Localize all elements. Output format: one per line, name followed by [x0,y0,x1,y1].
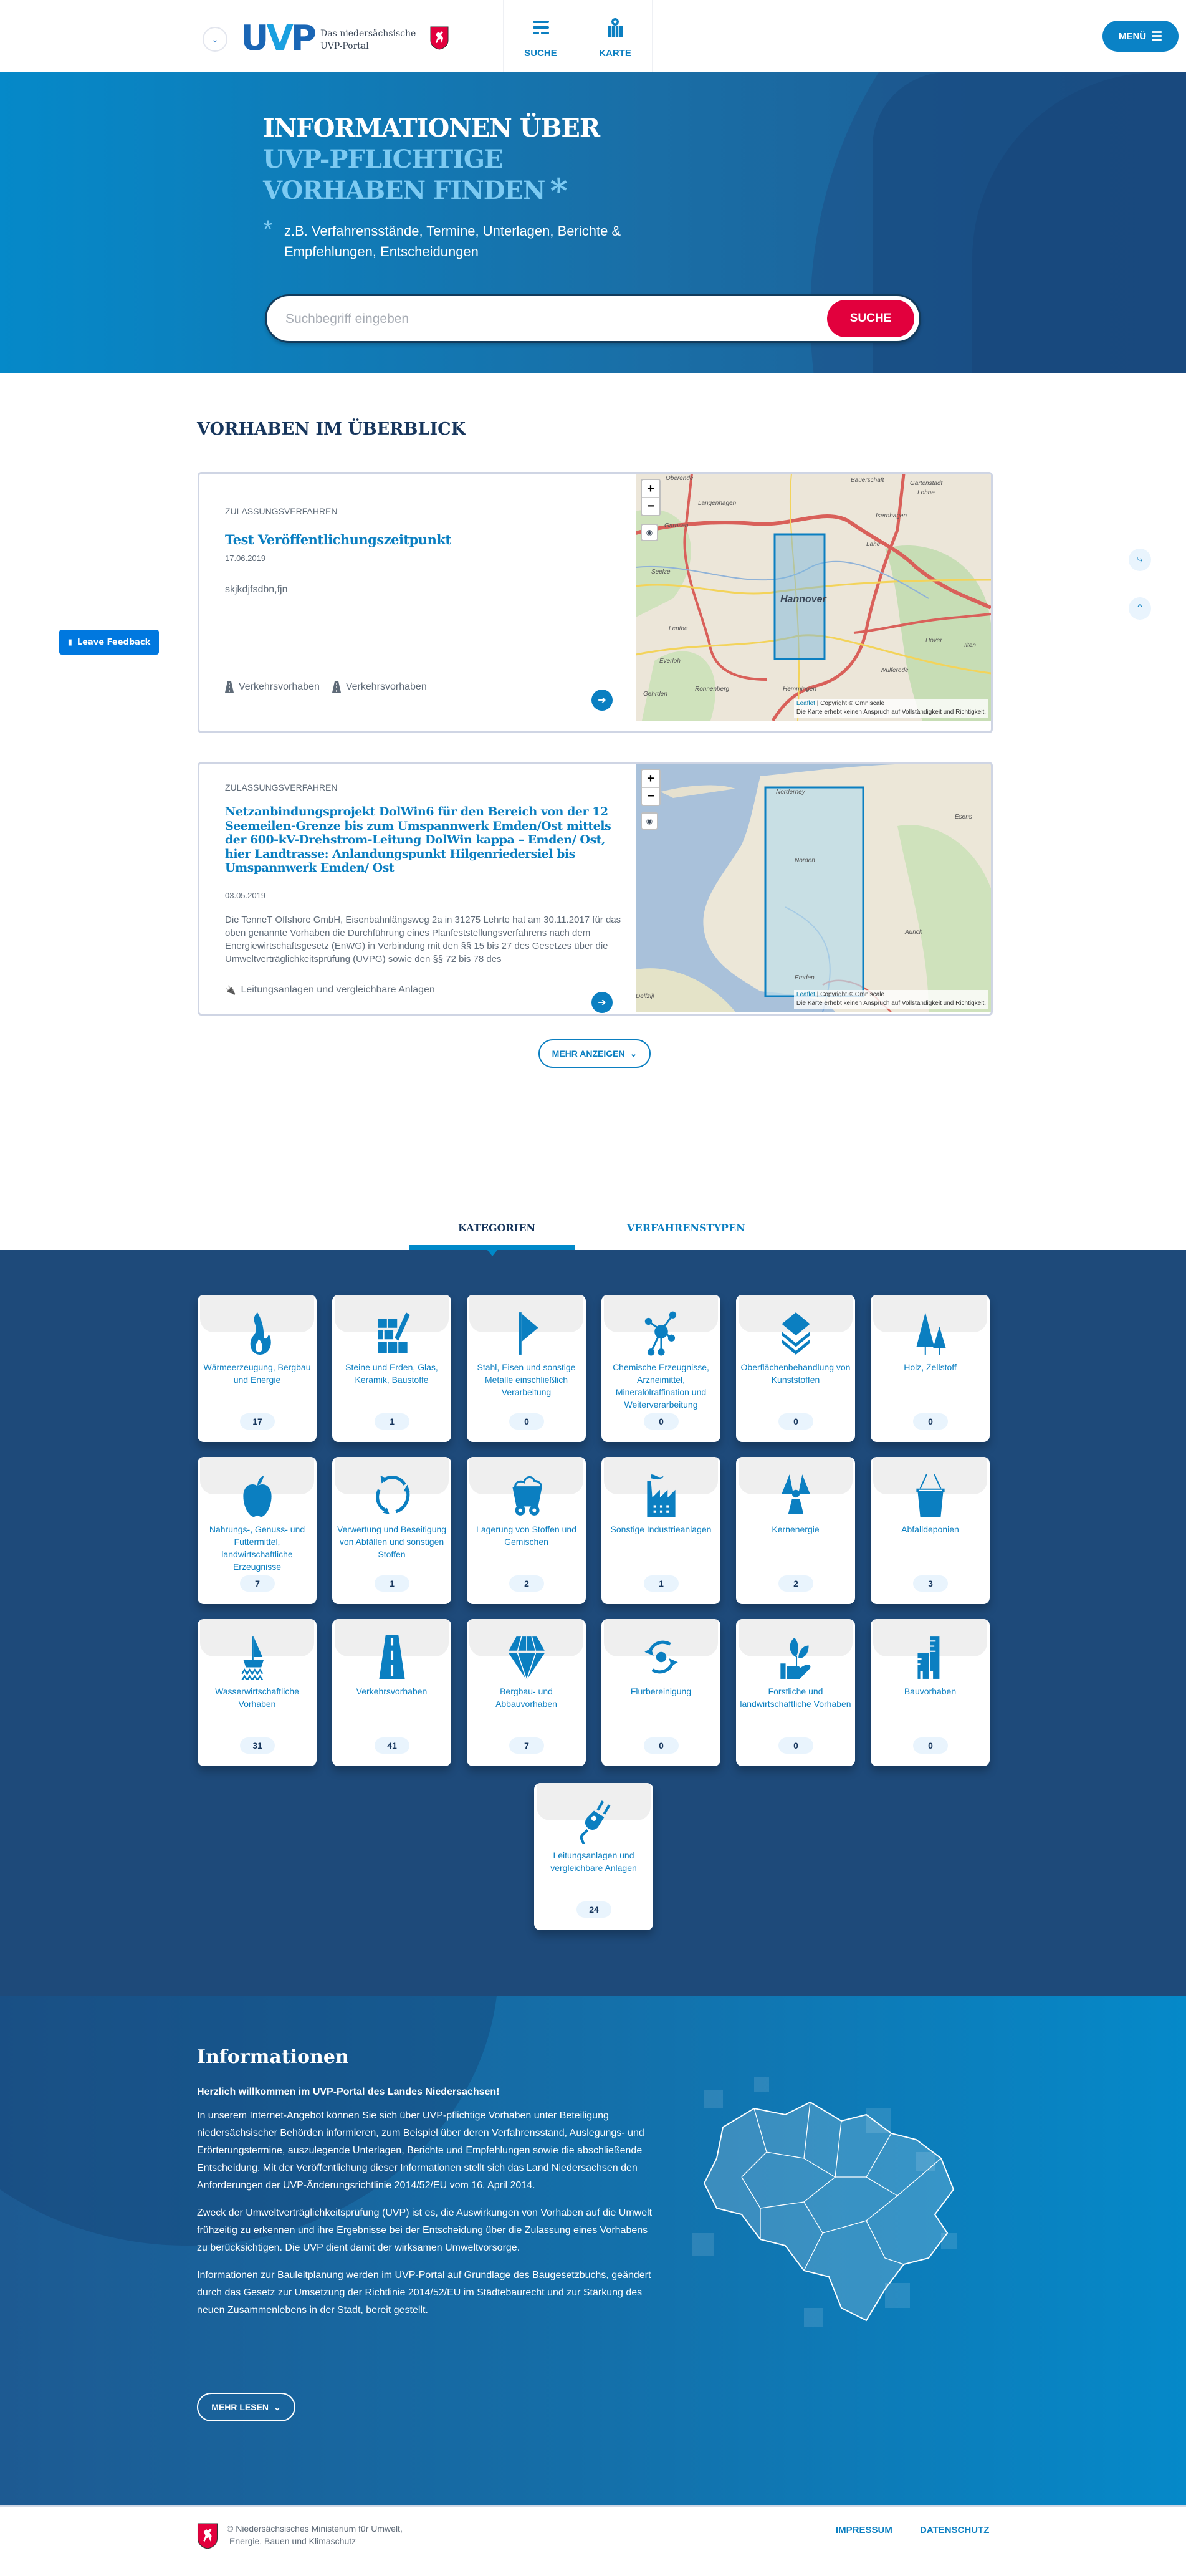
project-card[interactable] [198,472,993,733]
apple-icon [238,1472,277,1518]
collapse-toggle-button[interactable] [203,27,227,52]
attribution-text: | Copyright © Omniscale [815,991,885,998]
category-card[interactable] [332,1619,451,1766]
map-place-label: Langenhagen [698,500,737,507]
map-place-label: Gartenstadt [910,480,943,487]
niedersachsen-map-graphic [679,2071,978,2345]
map-place-label: Lohne [917,489,935,496]
category-count-badge: 1 [644,1575,679,1592]
portal-subtitle-line2: UVP-Portal [320,41,369,51]
category-label: Bergbau- und Abbauvorhaben [495,1686,557,1709]
category-count-badge: 0 [913,1413,948,1430]
category-label: Flurbereinigung [630,1686,692,1696]
category-card[interactable] [332,1295,451,1442]
plant-hand-icon [777,1634,815,1680]
logo-letter: P [290,18,314,59]
read-more-button[interactable] [197,2393,295,2421]
search-button[interactable]: SUCHE [827,300,914,337]
category-count-badge: 31 [240,1737,275,1754]
info-title: Informationen [197,2046,349,2068]
list-icon [532,18,550,37]
footer-copyright [227,2522,403,2547]
category-label: Chemische Erzeugnisse, Arzneimittel, Mineralölraffination und Weiterverarbeitung [613,1362,709,1410]
open-project-button[interactable] [591,992,613,1013]
fullscreen-button[interactable] [641,524,658,541]
share-icon: ⤷ [1137,554,1143,565]
portal-subtitle-line1: Das niedersächsische [320,29,416,39]
category-count-badge: 2 [509,1575,544,1592]
project-date: 03.05.2019 [225,891,266,900]
read-more-label: MEHR LESEN [211,2402,269,2412]
map-place-label: Bauerschaft [851,477,884,484]
zoom-out-button[interactable]: − [642,497,659,515]
datenschutz-link[interactable]: DATENSCHUTZ [920,2525,990,2535]
category-count-badge: 7 [240,1575,275,1592]
category-label: Steine und Erden, Glas, Keramik, Baustoffe [345,1362,438,1385]
info-paragraph: In unserem Internet-Angebot können Sie sich über UVP-pflichtige Vorhaben unter Beteiligung niedersächsischer Behörden informieren, zum Beispiel über deren Verfahrensstand, Auslegungs- und Erörterungstermine, auszulegende Unterlagen, Berichte und Empfehlungen sowie die abschließende Entscheidung. Mit der Veröffentlichung dieser Informationen stellt sich das Land Niedersachsen den Anforderungen der UVP-Änderungsrichtlinie 2014/52/EU vom 16. April 2014. [197,2110,644,2191]
category-label: Nahrungs-, Genuss- und Futtermittel, landwirtschaftliche Erzeugnisse [209,1524,305,1572]
active-tab-indicator [409,1245,575,1250]
hamburger-icon: ☰ [1151,29,1163,44]
map-place-label: Aurich [905,929,923,936]
hero-subtitle [263,216,662,262]
footer-divider [0,2505,1186,2507]
hero-title [263,113,600,211]
tab-verfahrenstypen[interactable]: VERFAHRENSTYPEN [627,1222,745,1234]
map-zoom-control [641,479,661,516]
info-section [0,1996,1186,2505]
category-card[interactable] [871,1619,990,1766]
category-label: Verwertung und Beseitigung von Abfällen und sonstigen Stoffen [337,1524,447,1559]
category-count-badge: 0 [509,1413,544,1430]
bucket-icon [911,1472,950,1518]
map-place-label: Hannover [780,594,826,605]
factory-icon [642,1472,681,1518]
buildings-icon [911,1634,950,1680]
map-place-label: Lenthe [669,625,688,632]
category-card[interactable] [871,1457,990,1604]
search-bar [265,294,921,343]
active-tab-pointer [487,1250,497,1256]
category-count-badge: 0 [644,1737,679,1754]
category-label: Lagerung von Stoffen und Gemischen [476,1524,576,1547]
portal-subtitle [320,27,416,52]
category-tag [225,984,435,996]
radiation-icon [777,1472,815,1518]
arrow-right-icon: ➔ [598,695,606,706]
info-paragraph: Informationen zur Bauleitplanung werden im UVP-Portal auf Grundlage des Baugesetzbuchs, geändert durch das Gesetz zur Umsetzung der Richtlinie 2014/52/EU im Städtebaurecht und zur Stärkung des neuen Zusammenlebens in der Stadt, bereit gestellt. [197,2270,651,2315]
copyright-line2: Energie, Bauen und Klimaschutz [229,2536,356,2546]
category-label: Abfalldeponien [901,1524,959,1534]
zoom-out-button[interactable]: − [642,787,659,805]
map-place-label: Lahe [866,541,881,548]
map-place-label: Everloh [659,658,681,665]
road-icon [373,1634,411,1680]
category-count-badge: 0 [644,1413,679,1430]
menu-label: MENÜ [1118,31,1147,42]
category-label: Forstliche und landwirtschaftliche Vorhaben [740,1686,851,1709]
info-paragraph: Zweck der Umweltverträglichkeitsprüfung (UVP) ist es, die Auswirkungen von Vorhaben auf die Umwelt frühzeitig zu erkennen und ihre Ergebnisse bei der Entscheidung über die Zulassung eines Vorhabens zu berücksichtigen. Die UVP dient damit der wirksamen Umweltvorsorge. [197,2208,653,2253]
category-card[interactable] [601,1457,720,1604]
category-count-badge: 0 [778,1413,813,1430]
road-icon [225,681,234,693]
trees-icon [911,1310,950,1356]
tab-kategorien[interactable]: KATEGORIEN [458,1222,536,1234]
molecule-icon [642,1310,681,1356]
category-tag-label: Verkehrsvorhaben [345,681,427,692]
category-card[interactable] [332,1457,451,1604]
flame-icon [238,1310,277,1356]
niedersachsen-crest-icon [430,26,449,50]
show-more-label: MEHR ANZEIGEN [552,1049,625,1059]
map-place-label: Delfzijl [636,993,654,1000]
category-tag-label: Leitungsanlagen und vergleichbare Anlagen [241,984,435,995]
category-count-badge: 17 [240,1413,275,1430]
category-card[interactable] [534,1783,653,1930]
category-label: Sonstige Industrieanlagen [610,1524,712,1534]
category-count-badge: 0 [778,1737,813,1754]
info-text [197,2083,658,2329]
category-label: Leitungsanlagen und vergleichbare Anlagen [550,1850,637,1873]
fullscreen-icon: ◉ [646,817,653,825]
map-zoom-control [641,769,661,806]
category-label: Verkehrsvorhaben [356,1686,428,1696]
category-count-badge: 0 [913,1737,948,1754]
category-label: Wasserwirtschaftliche Vorhaben [215,1686,299,1709]
road-icon [332,681,341,693]
map-place-label: Hemmingen [783,686,816,693]
map-place-label: Garbsen [664,522,689,529]
logo-letter: V [266,18,291,59]
hero-title-line2: UVP-PFLICHTIGE [263,145,503,174]
fullscreen-button[interactable] [641,812,658,830]
map-disclaimer: Die Karte erhebt keinen Anspruch auf Vollständigkeit und Richtigkeit. [796,709,986,716]
diamond-icon [507,1634,546,1680]
map-place-label: Seelze [651,569,671,575]
chevron-up-icon: ⌃ [1136,603,1144,614]
map-pin-icon [606,17,624,37]
hero-section [0,72,1186,373]
site-header [0,0,1186,72]
map-attribution [794,699,988,718]
mine-cart-icon [507,1472,546,1518]
category-label: Wärmeerzeugung, Bergbau und Energie [203,1362,311,1385]
category-count-badge: 7 [509,1737,544,1754]
category-card[interactable] [736,1295,855,1442]
category-card[interactable] [601,1619,720,1766]
category-label: Bauvorhaben [904,1686,957,1696]
category-card[interactable] [198,1295,317,1442]
category-card[interactable] [467,1457,586,1604]
info-welcome: Herzlich willkommen im UVP-Portal des Landes Niedersachsen! [197,2087,500,2097]
category-card[interactable] [871,1295,990,1442]
procedure-type: ZULASSUNGSVERFAHREN [225,506,338,516]
zoom-in-button[interactable]: + [647,771,654,786]
cycle-icon [642,1634,681,1680]
category-count-badge: 2 [778,1575,813,1592]
project-map[interactable] [636,764,991,1010]
map-place-label: Ronnenberg [695,686,730,693]
feedback-label: Leave Feedback [77,637,151,647]
project-description: skjkdjfsdbn,fjn [225,584,288,595]
category-card[interactable] [736,1457,855,1604]
category-count-badge: 1 [375,1575,409,1592]
asterisk-icon: * [550,171,567,211]
arrow-right-icon: ➔ [598,997,606,1008]
project-description: Die TenneT Offshore GmbH, Eisenbahnlängsweg 2a in 31275 Lehrte hat am 30.11.2017 für das oben genannte Vorhaben die Durchführung eines Planfeststellungsverfahrens nach dem Energiewirtschaftsgesetz (EnWG) in Verbindung mit den §§ 15 bis 27 des Gesetzes über die Umweltverträglichkeitsprüfung (UVPG) sowie den §§ 72 bis 78 des [225,915,621,964]
category-tag [332,681,427,693]
hero-subtitle-text: z.B. Verfahrensstände, Termine, Unterlagen, Berichte & Empfehlungen, Entscheidungen [284,223,621,259]
procedure-type: ZULASSUNGSVERFAHREN [225,782,338,792]
plug-icon [575,1798,613,1844]
category-label: Oberflächenbehandlung von Kunststoffen [740,1362,851,1385]
plug-icon: 🔌 [225,984,236,995]
share-button[interactable] [1129,549,1151,571]
categories-panel [0,1250,1186,1996]
map-place-label: Isernhagen [876,512,907,519]
leaflet-link[interactable]: Leaflet [796,991,815,998]
section-title: VORHABEN IM ÜBERBLICK [197,420,466,439]
search-input[interactable] [285,309,846,330]
map-place-label: Esens [955,814,972,820]
brick-wall-icon [373,1310,411,1356]
chevron-down-icon: ⌄ [211,34,219,44]
map-place-label: Norden [795,857,815,864]
nav-karte[interactable] [578,0,653,72]
category-card[interactable] [467,1295,586,1442]
category-tag [225,681,320,693]
category-tag-label: Verkehrsvorhaben [239,681,320,692]
uvp-logo[interactable] [241,18,314,59]
niedersachsen-crest-icon [197,2523,218,2549]
category-count-badge: 1 [375,1413,409,1430]
nav-karte-label: KARTE [599,48,631,59]
zoom-in-button[interactable]: + [647,481,654,496]
category-tags [225,681,427,693]
chevron-down-icon: ⌄ [629,1048,638,1059]
project-date: 17.06.2019 [225,554,266,563]
map-disclaimer: Die Karte erhebt keinen Anspruch auf Vollständigkeit und Richtigkeit. [796,1000,986,1007]
sailboat-icon [238,1634,277,1680]
fullscreen-icon: ◉ [646,528,653,537]
scroll-top-button[interactable] [1129,597,1151,620]
map-attribution [794,990,988,1009]
map-place-label: Gehrden [643,691,667,698]
nav-suche[interactable] [503,0,578,72]
category-count-badge: 24 [576,1901,611,1918]
impressum-link[interactable]: IMPRESSUM [836,2525,892,2535]
map-place-label: Höver [925,637,942,644]
nav-suche-label: SUCHE [524,48,557,59]
open-project-button[interactable] [591,690,613,711]
category-tags [225,984,435,996]
flag-icon [507,1310,546,1356]
layers-icon [777,1310,815,1356]
asterisk-icon: * [263,216,273,243]
project-card[interactable] [198,762,993,1016]
category-count-badge: 3 [913,1575,948,1592]
map-place-label: Oberende [666,475,694,482]
map-place-label: Wülferode [880,667,909,674]
hero-title-line1: INFORMATIONEN ÜBER [263,113,600,143]
leave-feedback-button[interactable] [59,630,159,655]
project-title[interactable]: Test Veröffentlichungszeitpunkt [225,532,451,547]
hero-title-line3: VORHABEN FINDEN [263,176,545,205]
project-map[interactable] [636,474,991,719]
recycle-icon [373,1472,411,1518]
category-label: Kernenergie [772,1524,820,1534]
attribution-text: | Copyright © Omniscale [815,700,885,707]
copyright-line1: © Niedersächsisches Ministerium für Umwelt, [227,2524,403,2534]
category-count-badge: 41 [375,1737,409,1754]
menu-button[interactable] [1102,21,1179,52]
logo-letter: U [241,18,267,59]
category-card[interactable] [601,1295,720,1442]
map-place-label: Ilten [964,642,976,649]
project-title[interactable]: Netzanbindungsprojekt DolWin6 für den Bereich von der 12 Seemeilen-Grenze bis zum Umspannwerk Emden/Ost mittels der 600-kV-Drehstrom-Leitung DolWin kappa – Emden/ Ost, hier Landtrasse: Anlandungspunkt Hilgenriedersiel bis Umspannwerk Emden/ Ost [225,805,611,875]
chevron-down-icon: ⌄ [274,2401,281,2412]
speech-bubble-icon: ▮ [67,637,72,647]
map-place-label: Emden [795,974,815,981]
leaflet-link[interactable]: Leaflet [796,700,815,707]
map-place-label: Norderney [776,789,805,795]
category-label: Holz, Zellstoff [904,1362,957,1372]
show-more-button[interactable] [538,1039,651,1068]
category-card[interactable] [467,1619,586,1766]
category-label: Stahl, Eisen und sonstige Metalle einschließlich Verarbeitung [477,1362,576,1397]
category-card[interactable] [198,1457,317,1604]
category-card[interactable] [736,1619,855,1766]
category-card[interactable] [198,1619,317,1766]
